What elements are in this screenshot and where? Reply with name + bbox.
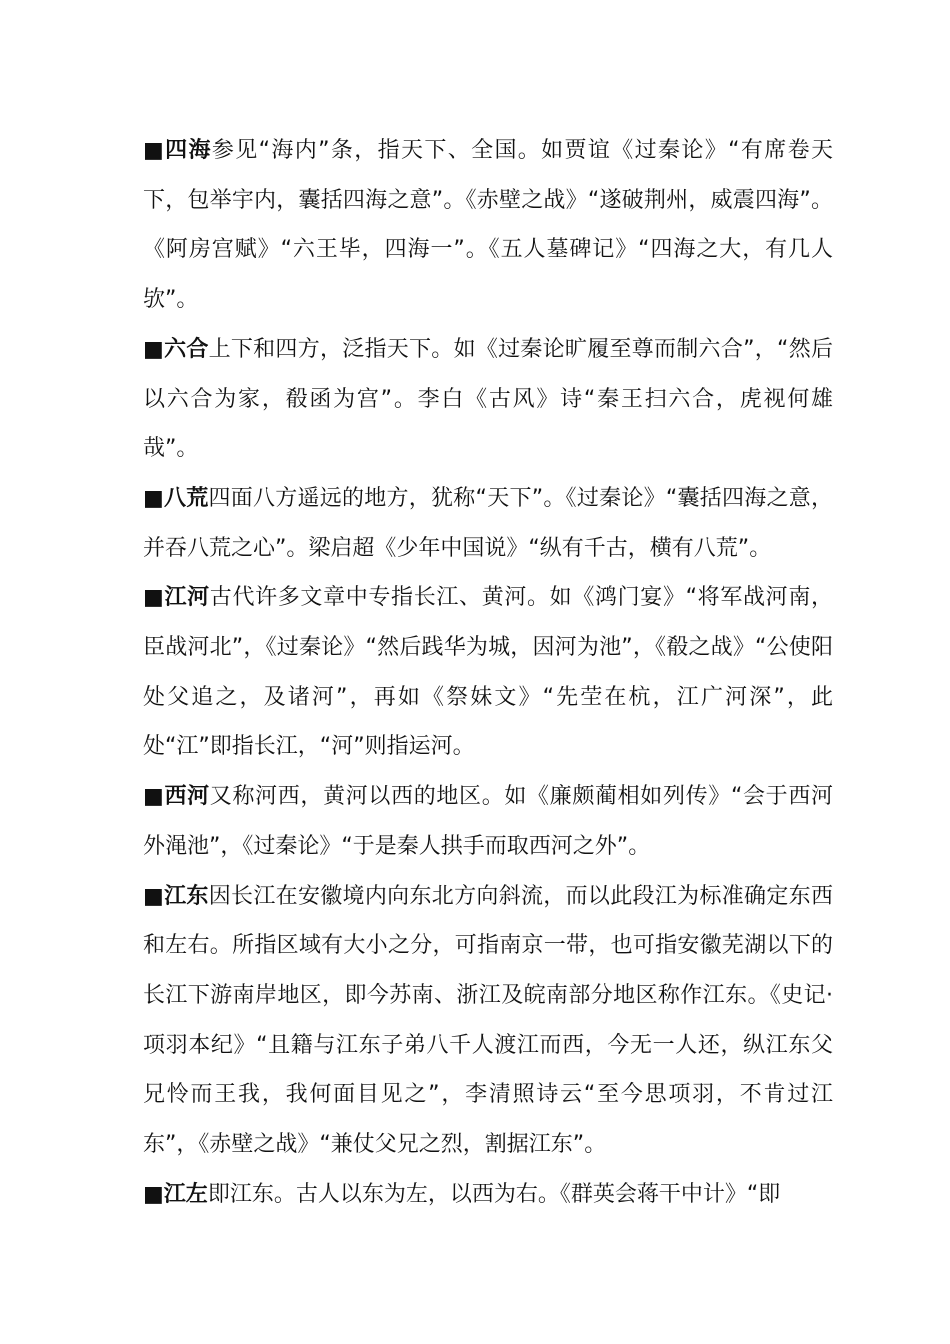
- bullet-mark: ■: [143, 883, 165, 909]
- entry-term: 江河: [164, 585, 210, 611]
- entry-term: 八荒: [164, 485, 209, 511]
- bullet-mark: ■: [143, 1181, 164, 1207]
- entry-term: 西河: [164, 784, 210, 810]
- entry-liuhe: [143, 325, 833, 474]
- entry-jiangdong: [143, 872, 833, 1170]
- entry-jianghe: [143, 573, 833, 772]
- bullet-mark: ■: [143, 138, 166, 163]
- entry-term: 四海: [165, 138, 212, 163]
- bullet-mark: ■: [143, 585, 165, 611]
- bullet-mark: ■: [143, 336, 165, 362]
- entry-bahuang: [143, 474, 833, 573]
- document-page: [143, 126, 833, 1219]
- entry-text: 古代许多文章中专指长江、黄河。如《鸿门宴》“将军战河南，臣战河北”，《过秦论》“然后践华为城，因河为池”，《殽之战》“公使阳处父追之，及诸河”，再如《祭妹文》“先茔在杭，江广河深”，此处“江”即指长江，“河”则指运河。: [143, 585, 833, 760]
- entry-text: 因长江在安徽境内向东北方向斜流，而以此段江为标准确定东西和左右。所指区域有大小之分，可指南京一带，也可指安徽芜湖以下的长江下游南岸地区，即今苏南、浙江及皖南部分地区称作江东。《史记·项羽本纪》“且籍与江东子弟八千人渡江而西，今无一人还，纵江东父兄怜而王我，我何面目见之”，李清照诗云“至今思项羽，不肯过江东”，《赤壁之战》“兼仗父兄之烈，割据江东”。: [143, 883, 833, 1158]
- entry-text: 上下和四方，泛指天下。如《过秦论旷履至尊而制六合”，“然后以六合为家，殽函为宫”。李白《古风》诗“秦王扫六合，虎视何雄哉”。: [143, 336, 833, 462]
- entry-text: 即江东。古人以东为左，以西为右。《群英会蒋干中计》“即: [207, 1181, 781, 1207]
- entry-text: 四面八方遥远的地方，犹称“天下”。《过秦论》“囊括四海之意，并吞八荒之心”。梁启超《少年中国说》“纵有千古，横有八荒”。: [143, 485, 833, 561]
- entry-text: 又称河西，黄河以西的地区。如《廉颇蔺相如列传》“会于西河外渑池”，《过秦论》“于是秦人拱手而取西河之外”。: [143, 784, 833, 859]
- entry-term: 江东: [164, 883, 209, 909]
- entry-term: 六合: [164, 336, 209, 362]
- entry-xihe: [143, 772, 833, 871]
- entry-term: 江左: [163, 1181, 208, 1207]
- entry-sihai: [143, 126, 833, 325]
- bullet-mark: ■: [143, 784, 165, 810]
- bullet-mark: ■: [143, 485, 165, 511]
- entry-text: 参见“海内”条，指天下、全国。如贾谊《过秦论》“有席卷天下，包举宇内，囊括四海之意”。《赤壁之战》“遂破荆州，威震四海”。《阿房宫赋》“六王毕，四海一”。《五人墓碑记》“四海之大，有几人欤”。: [143, 138, 833, 313]
- entry-jiangzuo: [143, 1170, 833, 1220]
